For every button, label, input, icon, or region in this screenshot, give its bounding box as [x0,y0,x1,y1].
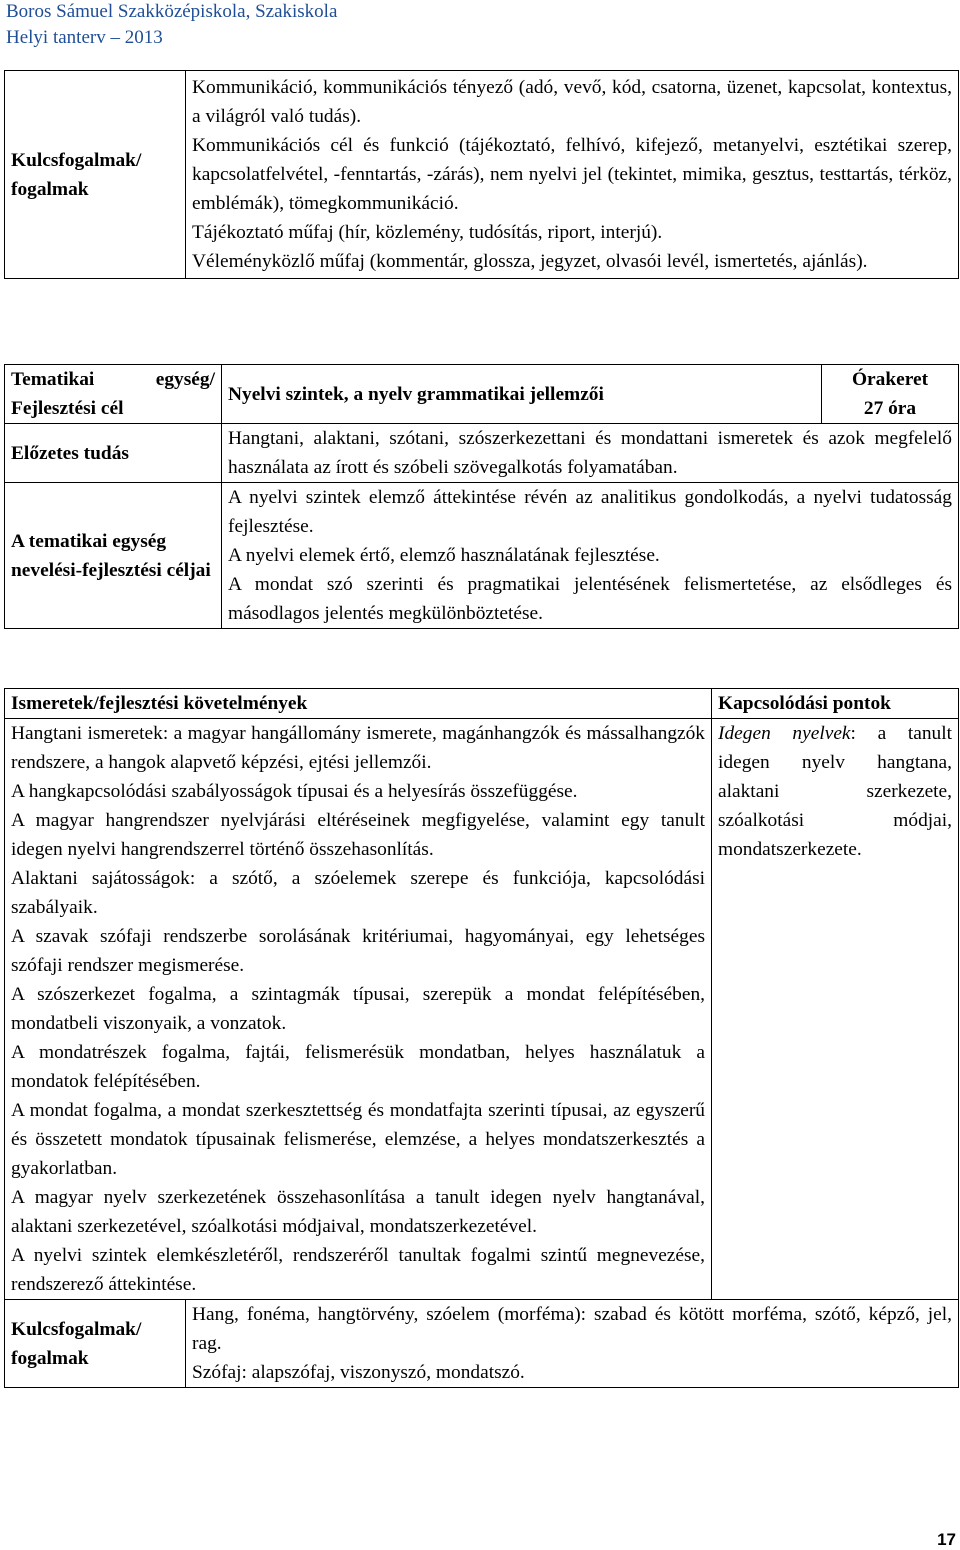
paragraph: Tájékoztató műfaj (hír, közlemény, tudósítás, riport, interjú). [192,222,663,243]
requirements-table [4,688,959,1388]
paragraph: Kommunikációs cél és funkció (tájékoztató, felhívó, kifejező, metanyelvi, esztétikai szerep, kapcsolatfelvétel, -fenntartás, -zárás), nem nyelvi jel (tekintet, mimika, gesztus, testtartás, térköz, emblémák), tömegkommunikáció. [192,135,952,214]
links-text [712,719,959,1300]
hours-cell [822,365,959,424]
links-subject: Idegen nyelvek [718,723,851,744]
key-concepts-table-1 [4,70,959,279]
links-body: : a tanult idegen nyelv hangtana, alaktani szerkezete, szóalkotási módjai, mondatszerkezete. [718,723,953,860]
requirement-item: A nyelvi szintek elemkészletéről, rendszeréről tanultak fogalmi szintű megnevezése, rendszerező áttekintése. [11,1245,706,1295]
requirement-item: A hangkapcsolódási szabályosságok típusai és a helyesírás összefüggése. [11,781,578,802]
goals-label: A tematikai egység nevelési-fejlesztési céljai [5,483,222,629]
unit-label: Tematikai egység/ Fejlesztési cél [5,365,222,424]
key-concepts-label-line: fogalmak [11,1347,89,1369]
page-number: 17 [937,1530,956,1549]
requirements-header: Ismeretek/fejlesztési követelmények [5,689,712,719]
goal-item: A nyelvi elemek értő, elemző használatának fejlesztése. [228,545,660,566]
unit-title: Nyelvi szintek, a nyelv grammatikai jellemzői [222,365,822,424]
key-concepts-label [5,71,186,279]
paragraph: Véleményközlő műfaj (kommentár, glossza, jegyzet, olvasói levél, ismertetés, ajánlás). [192,251,868,272]
key-concepts-text [186,71,959,279]
goal-item: A nyelvi szintek elemző áttekintése révén az analitikus gondolkodás, a nyelvi tudatosság fejlesztése. [228,487,952,537]
requirement-item: A szavak szófaji rendszerbe sorolásának kritériumai, hagyományai, egy lehetséges szófaji rendszer megismerése. [11,926,706,976]
key-concepts-label-line: Kulcsfogalmak/ [11,149,142,171]
links-paragraph [718,719,952,864]
requirement-item: A szószerkezet fogalma, a szintagmák típusai, szerepük a mondat felépítésében, mondatbeli viszonyaik, a vonzatok. [11,984,706,1034]
goals-text [222,483,959,629]
requirement-item: A magyar hangrendszer nyelvjárási eltéréseinek megfigyelése, valamint egy tanult idegen nyelvi hangrendszerrel történő összehasonlítás. [11,810,706,860]
requirements-list [5,719,712,1300]
curriculum-title: Helyi tanterv – 2013 [6,27,163,48]
thematic-unit-table [4,364,959,629]
key-concepts-label-2 [5,1300,186,1388]
hours-label: Órakeret [851,369,929,390]
key-concepts-label-line: fogalmak [11,178,89,200]
requirement-item: Alaktani sajátosságok: a szótő, a szóelemek szerepe és funkciója, kapcsolódási szabályaik. [11,868,706,918]
hours-value: 27 óra [863,398,917,419]
paragraph: Kommunikáció, kommunikációs tényező (adó, vevő, kód, csatorna, üzenet, kapcsolat, kontextus, a világról való tudás). [192,77,952,127]
goal-item: A mondat szó szerinti és pragmatikai jelentésének felismertetése, az elsődleges és másodlagos jelentés megkülönböztetése. [228,574,952,624]
requirement-item: A magyar nyelv szerkezetének összehasonlítása a tanult idegen nyelv hangtanával, alaktani szerkezetével, szóalkotási módjaival, mondatszerkezetével. [11,1187,706,1237]
key-concept-line: Hang, fonéma, hangtörvény, szóelem (morféma): szabad és kötött morféma, szótő, képző, jel, rag. [192,1304,953,1354]
school-name: Boros Sámuel Szakközépiskola, Szakiskola [6,1,338,22]
key-concepts-text-2 [186,1300,959,1388]
requirement-item: A mondat fogalma, a mondat szerkesztettség és mondatfajta szerinti típusai, az egyszerű és összetett mondatok típusainak felismerése, elemzése, a helyes mondatszerkesztés a gyakorlatban. [11,1100,706,1179]
prereq-text: Hangtani, alaktani, szótani, szószerkezettani és mondattani ismeretek és azok megfelelő használata az írott és szóbeli szövegalkotás folyamatában. [222,424,959,483]
prereq-label: Előzetes tudás [5,424,222,483]
requirement-item: Hangtani ismeretek: a magyar hangállomány ismerete, magánhangzók és mássalhangzók rendszere, a hangok alapvető képzési, ejtési jellemzői. [11,723,706,773]
key-concepts-label-line: Kulcsfogalmak/ [11,1318,142,1340]
key-concept-line: Szófaj: alapszófaj, viszonyszó, mondatszó. [192,1362,525,1383]
requirement-item: A mondatrészek fogalma, fajtái, felismerésük mondatban, helyes használatuk a mondatok felépítésében. [11,1042,706,1092]
links-header: Kapcsolódási pontok [712,689,959,719]
